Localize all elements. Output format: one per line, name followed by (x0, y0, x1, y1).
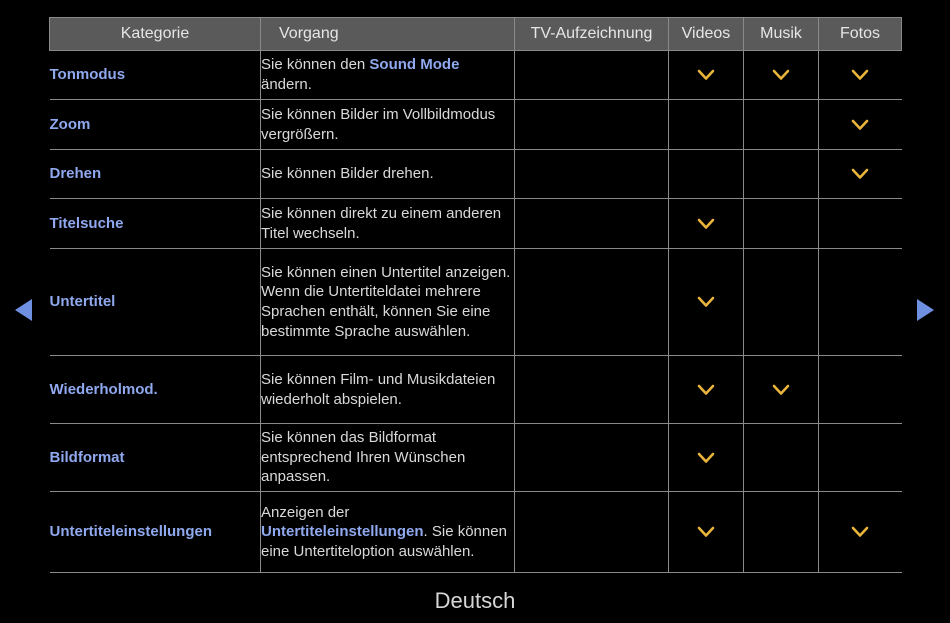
cell-tv (515, 51, 669, 100)
cell-videos (669, 424, 744, 492)
header-videos: Videos (669, 18, 744, 51)
cell-music (744, 249, 819, 356)
cell-photos (819, 51, 902, 100)
feature-table (49, 17, 902, 573)
row-category: Drehen (50, 150, 261, 199)
header-category: Kategorie (50, 18, 261, 51)
table-row (50, 150, 902, 199)
row-category: Bildformat (50, 424, 261, 492)
table-row (50, 100, 902, 150)
next-page-arrow-icon[interactable] (917, 299, 934, 321)
row-description (261, 51, 515, 100)
cell-music (744, 199, 819, 249)
row-category: Titelsuche (50, 199, 261, 249)
cell-tv (515, 150, 669, 199)
cell-videos (669, 150, 744, 199)
row-category: Tonmodus (50, 51, 261, 100)
cell-videos (669, 100, 744, 150)
check-chevron-icon (851, 526, 869, 538)
cell-music (744, 492, 819, 573)
table-row (50, 199, 902, 249)
table-row (50, 424, 902, 492)
cell-photos (819, 492, 902, 573)
row-description (261, 492, 515, 573)
cell-tv (515, 356, 669, 424)
check-chevron-icon (851, 119, 869, 131)
table-row (50, 492, 902, 573)
row-description (261, 100, 515, 150)
cell-tv (515, 424, 669, 492)
cell-photos (819, 356, 902, 424)
cell-music (744, 356, 819, 424)
check-chevron-icon (697, 218, 715, 230)
cell-videos (669, 356, 744, 424)
row-description (261, 199, 515, 249)
description-text: Sie können das Bildformat entsprechend Ihren Wünschen anpassen. (261, 429, 466, 486)
description-text: Sie können Bilder drehen. (261, 165, 434, 183)
cell-tv (515, 249, 669, 356)
description-text: Sie können Film- und Musikdateien wiederholt abspielen. (261, 370, 496, 408)
cell-videos (669, 249, 744, 356)
description-highlight: Sound Mode (369, 56, 460, 74)
check-chevron-icon (697, 452, 715, 464)
table-row (50, 356, 902, 424)
row-description (261, 150, 515, 199)
cell-photos (819, 150, 902, 199)
check-chevron-icon (851, 69, 869, 81)
description-text: Anzeigen der (261, 503, 350, 521)
header-music: Musik (744, 18, 819, 51)
cell-videos (669, 492, 744, 573)
row-category: Untertiteleinstellungen (50, 492, 261, 573)
description-text: Sie können einen Untertitel anzeigen. Wenn die Untertiteldatei mehrere Sprachen enthält, können Sie eine bestimmte Sprache auswählen. (261, 263, 511, 340)
cell-music (744, 424, 819, 492)
cell-tv (515, 100, 669, 150)
check-chevron-icon (697, 526, 715, 538)
check-chevron-icon (697, 69, 715, 81)
footer-language: Deutsch (434, 588, 516, 613)
check-chevron-icon (851, 168, 869, 180)
description-text: Sie können direkt zu einem anderen Titel wechseln. (261, 204, 502, 242)
cell-music (744, 100, 819, 150)
row-description (261, 424, 515, 492)
row-category: Wiederholmod. (50, 356, 261, 424)
header-photos: Fotos (819, 18, 902, 51)
cell-music (744, 150, 819, 199)
cell-photos (819, 249, 902, 356)
check-chevron-icon (697, 384, 715, 396)
description-text: Sie können Bilder im Vollbildmodus vergrößern. (261, 105, 496, 143)
check-chevron-icon (772, 384, 790, 396)
table-row (50, 51, 902, 100)
check-chevron-icon (772, 69, 790, 81)
row-category: Zoom (50, 100, 261, 150)
header-action: Vorgang (261, 18, 515, 51)
cell-videos (669, 199, 744, 249)
cell-photos (819, 199, 902, 249)
table-header-row (50, 18, 902, 51)
prev-page-arrow-icon[interactable] (15, 299, 32, 321)
table-row (50, 249, 902, 356)
description-highlight: Untertiteleinstellungen (261, 523, 424, 541)
description-text: Sie können den (261, 56, 370, 74)
row-category: Untertitel (50, 249, 261, 356)
description-text: ändern. (261, 76, 312, 93)
description-text: . Sie können eine Untertiteloption auswählen. (261, 523, 507, 560)
check-chevron-icon (697, 296, 715, 308)
cell-videos (669, 51, 744, 100)
row-description (261, 356, 515, 424)
cell-tv (515, 492, 669, 573)
header-tv-recording: TV-Aufzeichnung (515, 18, 669, 51)
cell-music (744, 51, 819, 100)
cell-tv (515, 199, 669, 249)
row-description (261, 249, 515, 356)
cell-photos (819, 100, 902, 150)
cell-photos (819, 424, 902, 492)
